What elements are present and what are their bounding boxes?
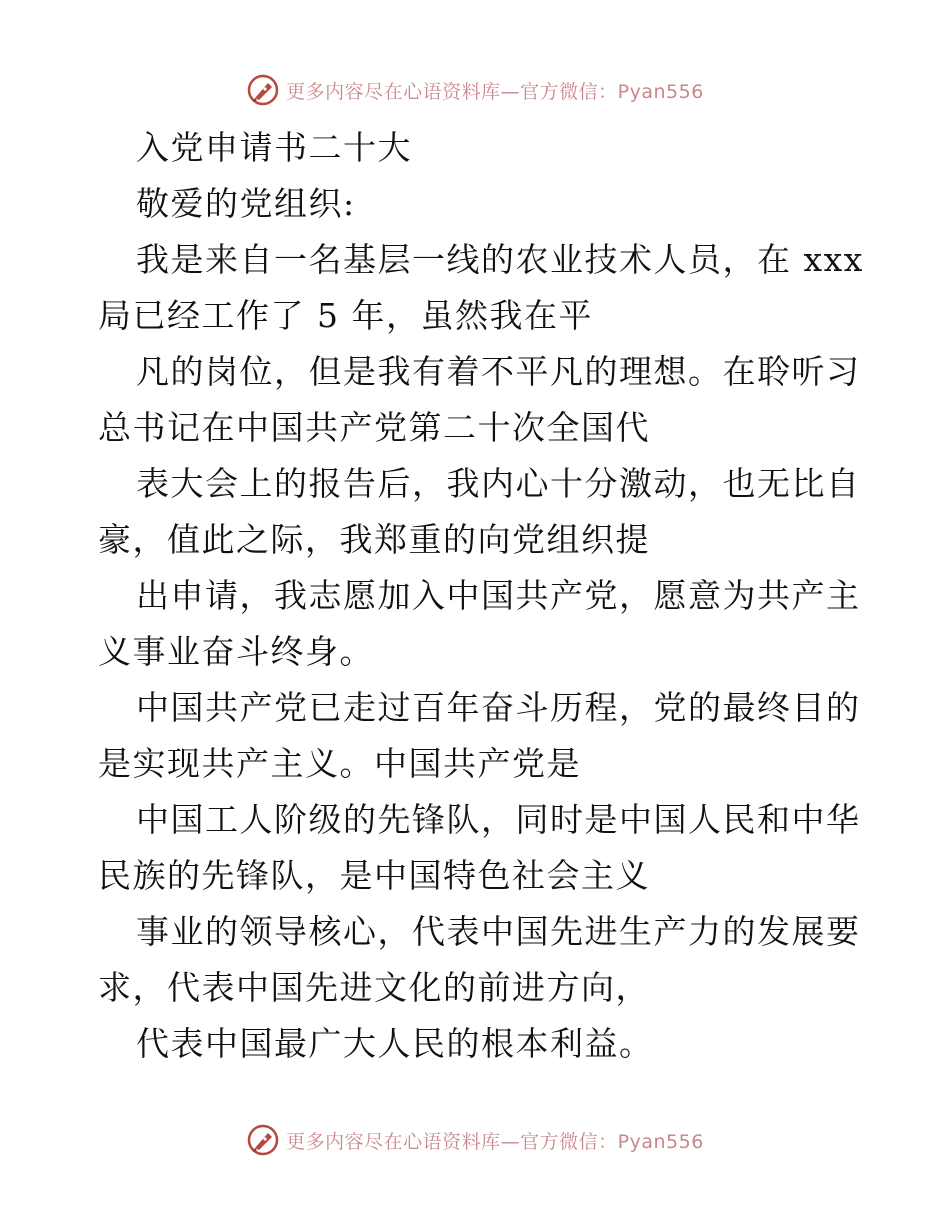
document-line: 是实现共产主义。中国共产党是: [98, 744, 581, 783]
document-line: 豪，值此之际，我郑重的向党组织提: [98, 520, 650, 559]
pen-nib-logo-icon: [246, 1123, 280, 1157]
document-line: 义事业奋斗终身。: [98, 632, 374, 671]
watermark-contact-text: 官方微信：Pyan556: [520, 1130, 704, 1153]
watermark-banner-bottom: [0, 1120, 950, 1160]
document-line: 出申请，我志愿加入中国共产党，愿意为共产主: [136, 576, 861, 615]
watermark-contact-text: 官方微信：Pyan556: [520, 80, 704, 103]
document-line: 总书记在中国共产党第二十次全国代: [98, 408, 650, 447]
watermark-brand-text: 更多内容尽在心语资料库: [286, 1130, 501, 1153]
document-line: 求，代表中国先进文化的前进方向，: [98, 968, 650, 1007]
document-line: 敬爱的党组织:: [136, 184, 356, 223]
document-line: 局已经工作了 5 年，虽然我在平: [98, 296, 593, 335]
document-line: 表大会上的报告后，我内心十分激动，也无比自: [136, 464, 861, 503]
document-line: 民族的先锋队，是中国特色社会主义: [98, 856, 650, 895]
document-line: 代表中国最广大人民的根本利益。: [136, 1024, 654, 1063]
watermark-separator: —: [500, 1130, 521, 1153]
document-line: 我是来自一名基层一线的农业技术人员，在 xxx: [136, 240, 864, 279]
pen-nib-logo-icon: [246, 73, 280, 107]
document-line: 事业的领导核心，代表中国先进生产力的发展要: [136, 912, 861, 951]
watermark-brand-text: 更多内容尽在心语资料库: [286, 80, 501, 103]
watermark-separator: —: [500, 80, 521, 103]
watermark-banner-top: [0, 70, 950, 110]
document-line: 凡的岗位，但是我有着不平凡的理想。在聆听习: [136, 352, 861, 391]
document-body: [98, 120, 864, 1072]
document-line: 中国工人阶级的先锋队，同时是中国人民和中华: [136, 800, 861, 839]
document-line: 入党申请书二十大: [136, 128, 412, 167]
document-line: 中国共产党已走过百年奋斗历程，党的最终目的: [136, 688, 861, 727]
